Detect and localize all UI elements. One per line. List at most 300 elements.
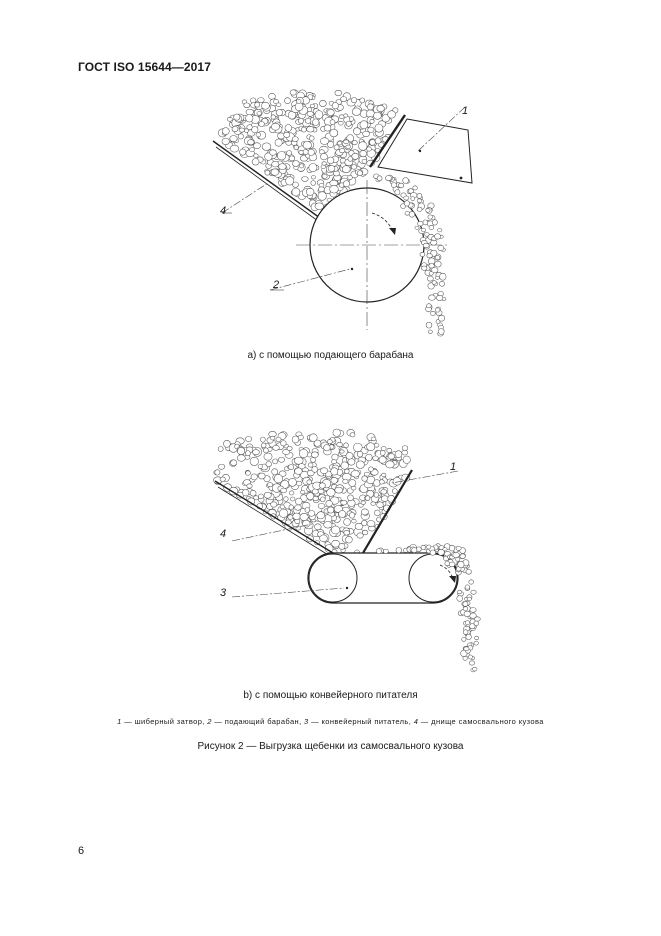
gravel-stone [322, 162, 326, 166]
gravel-stone [404, 201, 409, 206]
document-header: ГОСТ ISO 15644—2017 [78, 60, 211, 74]
gravel-stone [319, 483, 325, 489]
gravel-stone [318, 503, 325, 508]
gravel-stone [288, 465, 293, 470]
gravel-stone [250, 457, 258, 465]
gravel-stone [340, 450, 344, 453]
gravel-stone [440, 273, 447, 280]
gravel-stone [310, 458, 315, 463]
gravel-stone [300, 513, 308, 520]
gravel-stone [258, 494, 263, 499]
gravel-stone [449, 545, 455, 551]
gravel-stone [370, 140, 376, 146]
gravel-stone [429, 264, 435, 268]
gravel-stone [322, 174, 327, 178]
gravel-stone [432, 220, 437, 225]
gravel-stone [294, 145, 298, 150]
gravel-stone [299, 449, 308, 458]
gravel-stone [285, 125, 292, 132]
gravel-stone [247, 484, 252, 488]
gravel-stone [379, 456, 386, 463]
gravel-stone [320, 100, 327, 106]
gravel-stone [313, 119, 319, 126]
gravel-stone [253, 450, 260, 455]
gravel-stone [464, 611, 470, 617]
gravel-stone [261, 437, 266, 442]
gravel-stone [303, 141, 312, 149]
gravel-stone [308, 463, 313, 467]
gravel-stone [279, 509, 288, 517]
gravel-stone [339, 543, 345, 549]
gravel-stone [262, 143, 271, 151]
gravel-stone [270, 150, 277, 156]
gravel-stone [430, 550, 436, 555]
gravel-stone [352, 108, 361, 116]
gravel-stone [296, 481, 302, 486]
gravel-stone [368, 467, 373, 472]
gravel-stone [258, 98, 265, 103]
gravel-stone [341, 500, 347, 505]
gravel-stone [417, 207, 422, 211]
gravel-stone [352, 519, 357, 523]
gravel-stone [367, 521, 375, 527]
gravel-stone [456, 558, 460, 562]
gravel-stone [331, 526, 340, 534]
gravel-stone [277, 151, 286, 160]
gravel-stone [307, 493, 314, 500]
gravel-stone [381, 489, 387, 494]
gravel-stone [307, 111, 313, 116]
gravel-stone [351, 165, 357, 170]
gravel-stone [418, 221, 424, 226]
gravel-stone [317, 512, 325, 519]
gravel-stone [431, 311, 436, 315]
gravel-stone [231, 460, 237, 466]
gravel-stone [289, 478, 297, 486]
gravel-stone [377, 502, 384, 508]
gravel-stone [449, 562, 455, 567]
gravel-stone [250, 490, 256, 496]
gravel-stone [257, 112, 262, 116]
gravel-stone [429, 225, 434, 229]
gravel-stone [374, 510, 380, 516]
gravel-stone [271, 169, 279, 176]
gravel-stone [426, 322, 432, 328]
gravel-stone [242, 489, 249, 496]
gravel-stone [276, 103, 281, 107]
gravel-stone [290, 90, 296, 95]
gravel-stone [349, 512, 355, 518]
gravel-stone [295, 498, 302, 505]
figure-a-caption: a) с помощью подающего барабана [247, 350, 414, 361]
gravel-stone [346, 536, 353, 543]
gravel-stone [276, 437, 281, 442]
legend-text-1: — шиберный затвор, [121, 717, 208, 726]
gravel-stone [359, 142, 368, 151]
gravel-stone [305, 507, 310, 512]
gravel-stone [301, 127, 306, 132]
gravel-stone [426, 208, 430, 212]
legend-num-3: 3 [304, 717, 309, 726]
label-4-b: 4 [220, 528, 227, 540]
gravel-stone [396, 547, 402, 553]
gravel-stone [250, 148, 255, 152]
gravel-stone [312, 467, 318, 473]
gravel-stone [279, 164, 287, 170]
legend-num-2: 2 [207, 717, 212, 726]
gravel-stone [330, 120, 335, 125]
legend-text-3: — конвейерный питатель, [308, 717, 414, 726]
gravel-stone [435, 261, 442, 267]
gravel-stone [361, 501, 366, 505]
gravel-stone [258, 465, 262, 469]
gravel-stone [307, 126, 314, 132]
gravel-stone [456, 546, 461, 550]
gravel-stone [398, 183, 403, 188]
gravel-stone [362, 159, 367, 163]
gravel-stone [370, 119, 374, 123]
gravel-stone [237, 455, 245, 462]
gravel-stone [332, 454, 338, 460]
gravel-stone [469, 661, 474, 665]
gravel-stone [357, 171, 362, 176]
gravel-stone [386, 461, 395, 468]
gravel-stone [321, 468, 328, 474]
gravel-stone [333, 171, 339, 176]
gravel-stone [256, 133, 261, 137]
figure-title: Рисунок 2 — Выгрузка щебенки из самосвального кузова [197, 741, 464, 752]
gravel-stone [402, 450, 408, 455]
gravel-stone [309, 136, 314, 141]
gravel-stone [351, 97, 356, 102]
gravel-stone [248, 140, 255, 145]
gravel-stone [423, 243, 429, 248]
gravel-stone [269, 93, 276, 99]
legend-num-4: 4 [413, 717, 419, 726]
gravel-stone [474, 621, 479, 626]
gravel-stone [245, 451, 250, 456]
gravel-stone [315, 111, 323, 119]
gravel-stone [432, 281, 436, 285]
gate-body-a [378, 119, 472, 183]
gravel-stone [445, 561, 450, 566]
gravel-stone [364, 472, 369, 476]
gravel-stone [348, 459, 355, 466]
gravel-stone [234, 114, 240, 120]
gravel-stone [350, 433, 355, 437]
gravel-stone [460, 554, 465, 559]
gravel-stone [265, 170, 270, 175]
gravel-stone [239, 128, 245, 132]
gravel-stone [338, 121, 343, 125]
label-4-a: 4 [220, 205, 227, 217]
gravel-stone [412, 548, 417, 553]
gravel-stone [230, 136, 237, 142]
gravel-stone [435, 276, 439, 279]
gravel-stone [465, 621, 469, 625]
gravel-stone [272, 161, 279, 167]
figure-legend [0, 717, 661, 726]
gravel-stone [273, 459, 278, 464]
gravel-stone [287, 151, 292, 156]
gravel-stone [299, 164, 303, 168]
gravel-stone [281, 488, 287, 493]
gravel-stone [286, 177, 294, 185]
gravel-stone [311, 452, 318, 458]
gravel-stone [371, 502, 376, 506]
gravel-stone [464, 647, 469, 651]
gravel-stone [302, 177, 309, 182]
conveyor-pulley-left [309, 554, 357, 602]
gravel-stone [427, 276, 433, 281]
gravel-stone [334, 145, 339, 150]
gravel-stone [342, 166, 350, 173]
gravel-stone [284, 132, 290, 137]
gravel-stone [435, 234, 441, 240]
gravel-stone [294, 457, 303, 464]
gravel-stone [438, 329, 444, 335]
gravel-stone [289, 505, 294, 510]
gravel-stone [436, 295, 443, 300]
gravel-stone [360, 121, 368, 129]
gravel-stone [245, 436, 251, 441]
gravel-stone [218, 447, 223, 452]
gravel-stone [391, 183, 396, 188]
gravel-stone [270, 436, 275, 440]
gravel-stone [425, 233, 429, 237]
gravel-stone [439, 281, 444, 286]
gravel-stone [467, 597, 471, 600]
gravel-stone [261, 102, 269, 109]
gravel-stone [275, 139, 282, 146]
gravel-stone [435, 308, 440, 312]
gravel-stone [351, 486, 356, 490]
gravel-stone [232, 126, 238, 131]
gravel-stone [305, 118, 311, 123]
label-3-b: 3 [220, 587, 227, 599]
gravel-stone [377, 176, 382, 181]
gravel-stone [328, 165, 335, 171]
gravel-stone [457, 596, 463, 602]
gravel-stone [330, 129, 338, 137]
gravel-stone [470, 608, 476, 613]
gravel-stone [344, 519, 351, 526]
gravel-stone [306, 188, 314, 195]
gravel-stone [473, 667, 477, 671]
gravel-stone [427, 304, 432, 308]
gravel-stone [411, 197, 415, 201]
gravel-stone [292, 137, 298, 142]
gravel-stone [271, 115, 275, 119]
gravel-stone [307, 480, 312, 485]
gravel-stone [287, 446, 292, 450]
gravel-stone [237, 447, 244, 454]
gravel-stone [356, 461, 364, 469]
gravel-stone [438, 245, 444, 250]
gravel-stone [404, 196, 409, 200]
gravel-stone [409, 211, 415, 217]
gravel-stone [381, 496, 388, 502]
gravel-stone [246, 109, 254, 115]
gravel-stone [271, 502, 277, 507]
gravel-stone [357, 451, 363, 457]
gravel-stone [344, 530, 350, 535]
gravel-stone [292, 188, 300, 196]
gravel-stone [362, 520, 368, 526]
gravel-stone [246, 115, 253, 123]
gravel-stone [413, 186, 418, 190]
gravel-stone [295, 505, 302, 510]
gravel-stone [340, 97, 346, 102]
gravel-stone [349, 480, 356, 487]
gravel-stone [421, 228, 425, 232]
gravel-stone [220, 477, 225, 481]
gravel-stone [438, 229, 442, 232]
gravel-stone [222, 128, 229, 135]
gravel-stone [280, 505, 285, 509]
gravel-stone [240, 149, 246, 155]
gravel-stone [380, 450, 385, 455]
gravel-stone [299, 150, 303, 154]
gravel-stone [351, 471, 360, 478]
gravel-stone [314, 524, 321, 530]
gravel-stone [453, 552, 460, 557]
gravel-stone [367, 104, 373, 110]
gravel-stone [374, 112, 382, 119]
gravel-stone [344, 140, 349, 144]
gravel-stone [427, 545, 431, 549]
gravel-stone [346, 452, 353, 459]
gravel-stone [331, 468, 338, 475]
figure-a-drum-diagram [0, 85, 661, 345]
gravel-stone [311, 181, 316, 186]
legend-text-2: — подающий барабан, [211, 717, 305, 726]
gravel-stone [417, 193, 422, 198]
gravel-stone [308, 149, 314, 155]
gravel-stone [332, 103, 339, 109]
gravel-stone [315, 203, 324, 210]
gravel-stone [222, 138, 229, 145]
gravel-stone [327, 157, 334, 164]
figure-b-caption: b) с помощью конвейерного питателя [243, 690, 418, 701]
gravel-stone [266, 461, 272, 466]
gravel-stone [403, 178, 409, 184]
gravel-stone [463, 607, 468, 611]
gravel-stone [395, 451, 402, 458]
gravel-stone [327, 489, 336, 497]
gravel-stone [261, 443, 266, 448]
gravel-stone [224, 440, 231, 447]
gravel-stone [421, 545, 426, 549]
page-number: 6 [78, 845, 85, 857]
gravel-stone [274, 475, 283, 483]
gravel-stone [255, 102, 260, 107]
gravel-stone [254, 143, 261, 149]
label-2-a: 2 [273, 279, 280, 291]
gravel-stone [443, 548, 447, 551]
gravel-stone [289, 491, 294, 495]
gravel-stone [344, 443, 349, 448]
gravel-stone [219, 464, 225, 469]
gravel-stone [340, 149, 345, 153]
gravel-stone [251, 474, 257, 480]
gravel-stone [475, 636, 479, 640]
gravel-stone [466, 634, 472, 639]
gravel-stone [360, 150, 367, 156]
gravel-stone [259, 122, 265, 127]
gravel-stone [264, 453, 272, 460]
gravel-stone [402, 446, 408, 451]
gravel-stone [346, 145, 351, 149]
legend-num-1: 1 [117, 717, 122, 726]
gravel-stone [318, 192, 326, 201]
gravel-stone [215, 470, 220, 475]
gravel-stone [324, 522, 332, 529]
gravel-stone [371, 437, 376, 441]
gravel-stone [230, 145, 239, 152]
gravel-stone [469, 580, 474, 584]
gravel-stone [284, 497, 289, 502]
gravel-stone [278, 457, 284, 462]
gravel-stone [324, 445, 331, 451]
gravel-stone [254, 154, 259, 158]
gravel-stone [352, 153, 359, 159]
gravel-stone [427, 254, 433, 258]
gravel-stone [362, 476, 368, 482]
gravel-stone [366, 454, 373, 461]
gravel-stone [388, 453, 395, 459]
gravel-stone [423, 220, 428, 225]
gravel-stone [341, 462, 349, 469]
gravel-stone [285, 98, 291, 104]
gravel-stone [470, 613, 477, 618]
gravel-stone [367, 443, 375, 451]
gravel-stone [373, 456, 379, 461]
gravel-stone [328, 507, 334, 513]
gravel-stone [276, 109, 283, 115]
gravel-stone [307, 108, 311, 112]
gravel-stone [290, 497, 295, 501]
gravel-stone [348, 495, 354, 501]
gravel-stone [462, 638, 466, 642]
gravel-stone [272, 469, 278, 475]
gravel-stone [382, 473, 386, 476]
gravel-stone [327, 109, 334, 115]
gravel-stone [337, 442, 343, 447]
gravel-stone [375, 124, 383, 132]
gravel-stone [293, 161, 300, 167]
gravel-stone [267, 483, 272, 487]
gravel-stone [320, 497, 325, 502]
gravel-stone [428, 215, 433, 219]
gravel-stone [463, 630, 468, 635]
gravel-stone [348, 175, 353, 180]
gravel-stone [293, 513, 301, 520]
gravel-stone [289, 156, 295, 161]
gravel-stone [383, 549, 388, 553]
gravel-stone [421, 266, 427, 270]
gravel-stone [320, 153, 327, 160]
gravel-stone [295, 468, 303, 475]
gravel-stone [344, 469, 349, 473]
gravel-stone [246, 471, 251, 476]
gravel-stone [360, 98, 365, 103]
gravel-stone [386, 175, 392, 180]
gravel-stone [309, 163, 317, 171]
gravel-stone [374, 493, 379, 498]
gravel-stone [326, 500, 333, 506]
gravel-stone [300, 490, 305, 494]
